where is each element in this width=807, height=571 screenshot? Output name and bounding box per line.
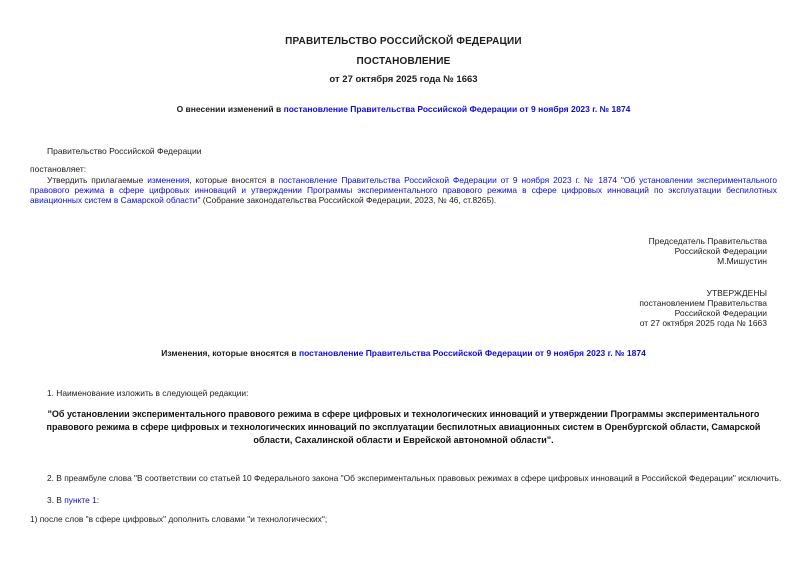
item-3-text: 3. В — [47, 495, 65, 505]
document-title — [30, 104, 777, 114]
resolution-1874-link[interactable]: постановление Правительства Российской Федерации от 9 ноября 2023 г. № 1874 "Об установлении экспериментального правового режима в сфере цифровых инноваций и утверждении Программы экспериментального правового режима в сфере цифровых инноваций по эксплуатации беспилотных авиационных систем в Самарской области" — [30, 175, 777, 206]
new-resolution-title: "Об установлении экспериментального правового режима в сфере цифровых и технологических инноваций и утверждении Программы экспериментального правового режима в сфере цифровых и технологических инноваций по эксплуатации беспилотных авиационных систем в Оренбургской области, Самарской области, Сахалинской области и Еврейской автономной области". — [46, 409, 761, 446]
approval-org: Российской Федерации — [674, 308, 767, 318]
paragraph-text: которые вносятся в — [191, 175, 279, 185]
approval-block — [639, 288, 767, 328]
signature-title: Председатель Правительства — [648, 236, 767, 246]
signature-block — [649, 236, 767, 266]
document-date-number: от 27 октября 2025 года № 1663 — [329, 74, 478, 85]
document-type: ПОСТАНОВЛЕНИЕ — [356, 56, 451, 67]
approval-status: УТВЕРЖДЕНЫ — [706, 288, 767, 298]
changes-link[interactable]: изменения, — [147, 175, 192, 185]
resolves-line: постановляет: — [30, 164, 87, 174]
amendment-item-3 — [30, 495, 777, 505]
paragraph-text: Утвердить прилагаемые — [47, 175, 148, 185]
main-paragraph — [30, 175, 777, 206]
amendment-item-2: 2. В преамбуле слова "В соответствии со статьей 10 Федерального закона "Об экспериментальных правовых режимах в сфере цифровых инноваций в Российской Федерации" исключить. — [47, 473, 782, 483]
approval-by: постановлением Правительства — [639, 298, 767, 308]
approval-date: от 27 октября 2025 года № 1663 — [639, 318, 767, 328]
title-resolution-link[interactable]: постановление Правительства Российской Федерации от 9 ноября 2023 г. № 1874 — [283, 104, 631, 114]
document-org-title: ПРАВИТЕЛЬСТВО РОССИЙСКОЙ ФЕДЕРАЦИИ — [285, 36, 522, 47]
clause-1-link[interactable]: пункте 1 — [64, 495, 97, 505]
amendment-item-1: 1. Наименование изложить в следующей редакции: — [47, 388, 249, 398]
amendments-heading — [30, 348, 777, 358]
item-3-colon: : — [96, 495, 100, 505]
document-title-text: О внесении изменений в — [176, 104, 284, 114]
amendments-resolution-link[interactable]: постановление Правительства Российской Федерации от 9 ноября 2023 г. № 1874 — [298, 348, 646, 358]
signature-org: Российской Федерации — [674, 246, 767, 256]
signature-name: М.Мишустин — [717, 256, 767, 266]
amendments-heading-text: Изменения, которые вносятся в — [161, 348, 299, 358]
paragraph-text: (Собрание законодательства Российской Федерации, 2023, № 46, ст.8265). — [200, 195, 497, 206]
intro-line: Правительство Российской Федерации — [47, 146, 202, 156]
amendment-item-4: 1) после слов "в сфере цифровых" дополнить словами "и технологических"; — [30, 514, 328, 524]
